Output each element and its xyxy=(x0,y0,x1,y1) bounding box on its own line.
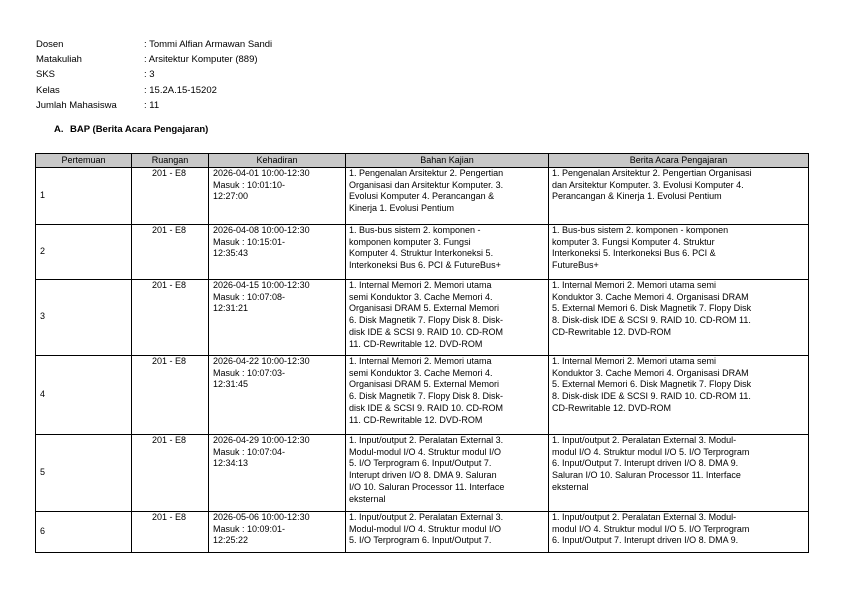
cell-kehadiran: 2026-04-29 10:00-12:30 Masuk : 10:07:04- 12:34:13 xyxy=(209,435,346,512)
cell-kehadiran: 2026-04-15 10:00-12:30 Masuk : 10:07:08- 12:31:21 xyxy=(209,280,346,356)
cell-bahan-kajian: 1. Internal Memori 2. Memori utama semi Konduktor 3. Cache Memori 4. Organisasi DRAM 5. External Memori 6. Disk Magnetik 7. Flopy Disk 8. Disk- disk IDE & SCSI 9. RAID 10. CD-ROM 11. CD-Rewritable 12. DVD-ROM xyxy=(346,356,549,435)
cell-ruangan: 201 - E8 xyxy=(132,225,209,280)
cell-ruangan: 201 - E8 xyxy=(132,168,209,225)
info-value: : Arsitektur Komputer (889) xyxy=(144,54,258,66)
column-header-bahan-kajian: Bahan Kajian xyxy=(346,154,549,168)
info-row-matakuliah xyxy=(36,52,272,67)
info-value: : 3 xyxy=(144,69,155,81)
cell-bahan-kajian: 1. Internal Memori 2. Memori utama semi Konduktor 3. Cache Memori 4. Organisasi DRAM 5. External Memori 6. Disk Magnetik 7. Flopy Disk 8. Disk- disk IDE & SCSI 9. RAID 10. CD-ROM 11. CD-Rewritable 12. DVD-ROM xyxy=(346,280,549,356)
table-row xyxy=(36,356,809,435)
cell-kehadiran: 2026-04-01 10:00-12:30 Masuk : 10:01:10- 12:27:00 xyxy=(209,168,346,225)
column-header-kehadiran: Kehadiran xyxy=(209,154,346,168)
info-row-dosen xyxy=(36,37,272,52)
cell-ruangan: 201 - E8 xyxy=(132,512,209,553)
cell-berita-acara: 1. Bus-bus sistem 2. komponen - komponen komputer 3. Fungsi Komputer 4. Struktur Interkoneksi 5. Interkoneksi Bus 6. PCI & FutureBus+ xyxy=(549,225,809,280)
info-value: : Tommi Alfian Armawan Sandi xyxy=(144,39,273,50)
cell-berita-acara: 1. Input/output 2. Peralatan External 3. Modul- modul I/O 4. Struktur modul I/O 5. I/O Terprogram 6. Input/Output 7. Interupt driven I/O 8. DMA 9. Saluran I/O 10. Saluran Processor 11. Interface eksternal xyxy=(549,435,809,512)
cell-berita-acara: 1. Internal Memori 2. Memori utama semi Konduktor 3. Cache Memori 4. Organisasi DRAM 5. External Memori 6. Disk Magnetik 7. Flopy Disk 8. Disk-disk IDE & SCSI 9. RAID 10. CD-ROM 11. CD-Rewritable 12. DVD-ROM xyxy=(549,356,809,435)
cell-pertemuan: 3 xyxy=(36,280,132,356)
info-label: Matakuliah xyxy=(36,54,82,66)
table-row xyxy=(36,168,809,225)
info-row-kelas xyxy=(36,83,272,98)
table-row xyxy=(36,512,809,553)
info-value: : 11 xyxy=(144,99,160,111)
cell-kehadiran: 2026-04-22 10:00-12:30 Masuk : 10:07:03- 12:31:45 xyxy=(209,356,346,435)
cell-kehadiran: 2026-04-08 10:00-12:30 Masuk : 10:15:01- 12:35:43 xyxy=(209,225,346,280)
info-label: Kelas xyxy=(36,84,60,96)
cell-pertemuan: 2 xyxy=(36,225,132,280)
cell-bahan-kajian: 1. Input/output 2. Peralatan External 3. Modul-modul I/O 4. Struktur modul I/O 5. I/O Terprogram 6. Input/Output 7. xyxy=(346,512,549,553)
info-label: SKS xyxy=(36,69,56,81)
section-title-text: BAP (Berita Acara Pengajaran) xyxy=(70,124,209,135)
info-row-jumlah-mahasiswa xyxy=(36,98,272,113)
section-letter: A. xyxy=(54,124,64,135)
cell-ruangan: 201 - E8 xyxy=(132,356,209,435)
cell-ruangan: 201 - E8 xyxy=(132,280,209,356)
cell-bahan-kajian: 1. Pengenalan Arsitektur 2. Pengertian Organisasi dan Arsitektur Komputer. 3. Evolusi Komputer 4. Perancangan & Kinerja 1. Evolusi Pentium xyxy=(346,168,549,225)
cell-pertemuan: 5 xyxy=(36,435,132,512)
cell-bahan-kajian: 1. Bus-bus sistem 2. komponen - komponen komputer 3. Fungsi Komputer 4. Struktur Interkoneksi 5. Interkoneksi Bus 6. PCI & FutureBus+ xyxy=(346,225,549,280)
course-info xyxy=(36,37,272,113)
cell-bahan-kajian: 1. Input/output 2. Peralatan External 3. Modul-modul I/O 4. Struktur modul I/O 5. I/O Terprogram 6. Input/Output 7. Interupt driven I/O 8. DMA 9. Saluran I/O 10. Saluran Processor 11. Interface eksternal xyxy=(346,435,549,512)
table-row xyxy=(36,280,809,356)
bap-table xyxy=(35,153,809,553)
cell-berita-acara: 1. Pengenalan Arsitektur 2. Pengertian Organisasi dan Arsitektur Komputer. 3. Evolusi Komputer 4. Perancangan & Kinerja 1. Evolusi Pentium xyxy=(549,168,809,225)
cell-ruangan: 201 - E8 xyxy=(132,435,209,512)
table-row xyxy=(36,435,809,512)
table-header-row xyxy=(36,154,809,168)
column-header-ruangan: Ruangan xyxy=(132,154,209,168)
column-header-pertemuan: Pertemuan xyxy=(36,154,132,168)
column-header-berita-acara: Berita Acara Pengajaran xyxy=(549,154,809,168)
cell-pertemuan: 6 xyxy=(36,512,132,553)
cell-berita-acara: 1. Internal Memori 2. Memori utama semi Konduktor 3. Cache Memori 4. Organisasi DRAM 5. External Memori 6. Disk Magnetik 7. Flopy Disk 8. Disk-disk IDE & SCSI 9. RAID 10. CD-ROM 11. CD-Rewritable 12. DVD-ROM xyxy=(549,280,809,356)
info-label: Dosen xyxy=(36,39,64,50)
info-value: : 15.2A.15-15202 xyxy=(144,84,217,96)
cell-pertemuan: 1 xyxy=(36,168,132,225)
table-row xyxy=(36,225,809,280)
cell-kehadiran: 2026-05-06 10:00-12:30 Masuk : 10:09:01- 12:25:22 xyxy=(209,512,346,553)
info-row-sks xyxy=(36,67,272,82)
section-heading xyxy=(54,124,208,135)
cell-berita-acara: 1. Input/output 2. Peralatan External 3. Modul- modul I/O 4. Struktur modul I/O 5. I/O Terprogram 6. Input/Output 7. Interupt driven I/O 8. DMA 9. xyxy=(549,512,809,553)
info-label: Jumlah Mahasiswa xyxy=(36,99,117,111)
cell-pertemuan: 4 xyxy=(36,356,132,435)
